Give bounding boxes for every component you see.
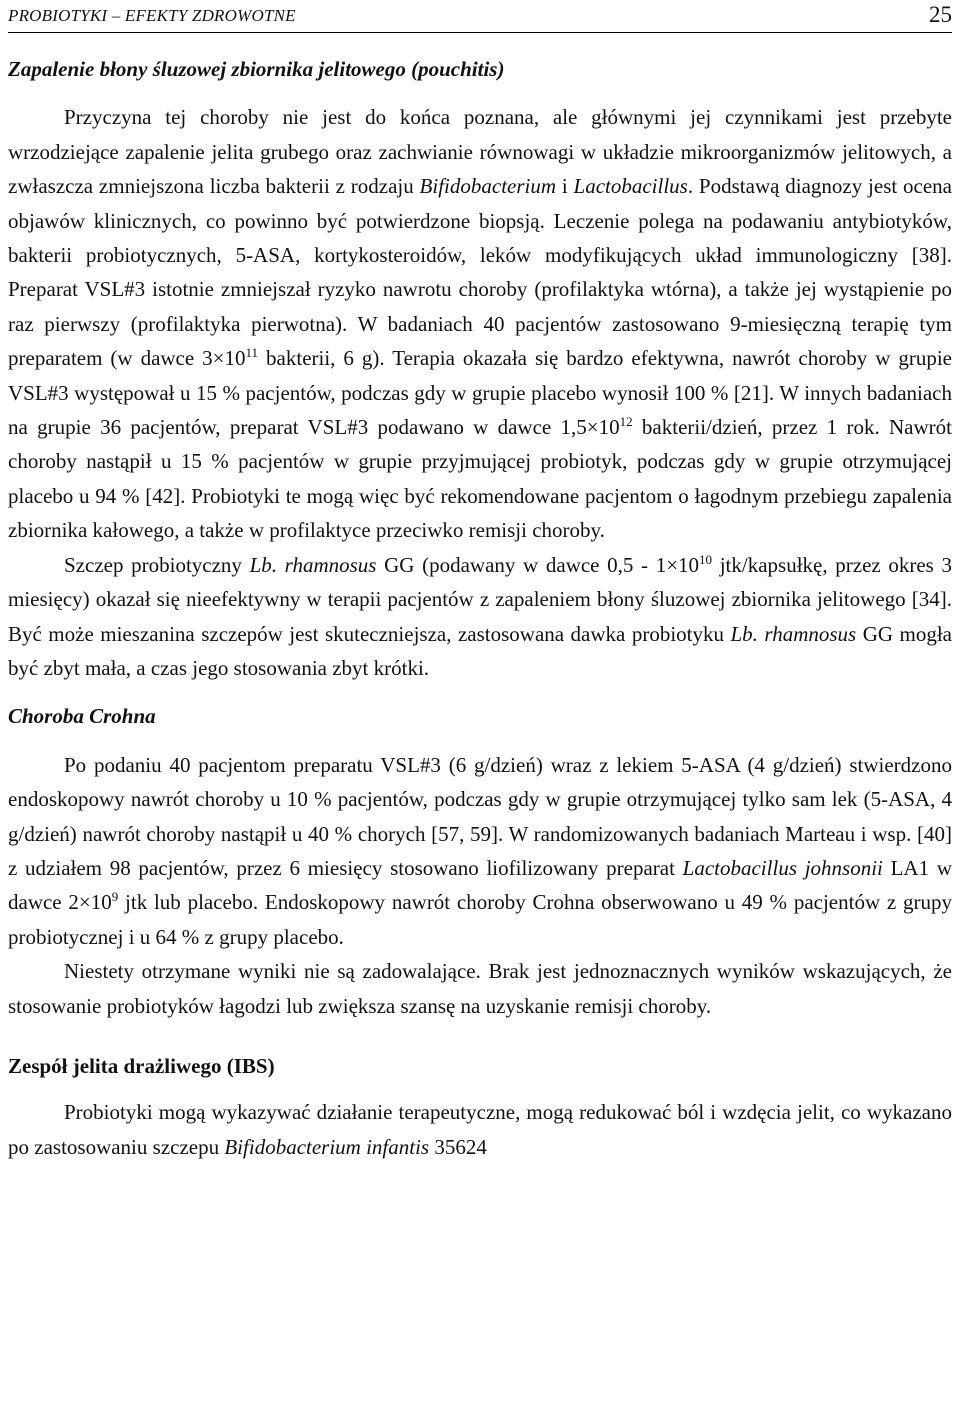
text-run: . Podstawą diagnozy jest ocena objawów klinicznych, co powinno być potwierdzone biopsją. Leczenie polega na podawaniu antybiotyków, bakterii probiotycznych, 5-ASA, kortykosteroidów, leków modyfikujących układ immunologiczny [38]. Preparat VSL#3 istotnie zmniejszał ryzyko nawrotu choroby (profilaktyka wtórna), a także jej wystąpienie po raz pierwszy (profilaktyka pierwotna). W badaniach 40 pacjentów zastosowano 9-miesięczną terapię tym preparatem (w dawce 3×10 [8,174,952,371]
text-run: Szczep probiotyczny [64,552,250,577]
exponent: 11 [245,345,259,361]
text-run: i [556,174,574,199]
text-run: jtk lub placebo. Endoskopowy nawrót choroby Crohna obserwowano u 49 % pacjentów z grupy probiotycznej i u 64 % z grupy placebo. [8,890,952,949]
section-heading-pouchitis: Zapalenie błony śluzowej zbiornika jelitowego (pouchitis) [8,57,505,81]
text-run: Probiotyki mogą wykazywać działanie terapeutyczne, mogą redukować ból i wzdęcia jelit, co wykazano po zastosowaniu szczepu [8,1100,952,1159]
text-run: GG (podawany w dawce 0,5 - 1×10 [376,552,700,577]
page-content [8,38,952,1164]
exponent: 9 [111,889,119,905]
running-head [8,0,952,33]
genus-name: Lactobacillus [573,174,688,199]
paragraph-crohn-2: Niestety otrzymane wyniki nie są zadowalające. Brak jest jednoznacznych wyników wskazujących, że stosowanie probiotyków łagodzi lub zwiększa szansę na uzyskanie remisji choroby. [8,959,952,1018]
species-name: Bifidobacterium infantis [224,1134,430,1159]
species-name: Lactobacillus johnsonii [682,855,883,880]
exponent: 12 [619,414,633,430]
page-number: 25 [929,2,952,27]
text-run: bakterii, 6 g). Terapia okazała się bardzo efektywna, nawrót choroby w grupie VSL#3 występował u 15 % pacjentów, podczas gdy w grupie placebo wynosił 100 % [21]. W innych badaniach na grupie 36 pacjentów, preparat VSL#3 podawano w dawce 1,5×10 [8,346,952,440]
genus-name: Bifidobacterium [419,174,557,199]
exponent: 10 [699,551,713,567]
section-heading-crohn: Choroba Crohna [8,704,156,729]
text-run: Po podaniu 40 pacjentom preparatu VSL#3 (6 g/dzień) wraz z lekiem 5-ASA (4 g/dzień) stwierdzono endoskopowy nawrót choroby u 10 % pacjentów, podczas gdy w grupie otrzymującej tylko sam lek (5-ASA, 4 g/dzień) nawrót choroby nastąpił u 40 % chorych [57, 59]. W randomizowanych badaniach Marteau i wsp. [40] z udziałem 98 pacjentów, przez 6 miesięcy stosowano liofilizowany preparat [8,752,952,880]
text-run: bakterii/dzień, przez 1 rok. Nawrót choroby nastąpił u 15 % pacjentów w grupie przyjmującej probiotyk, podczas gdy w grupie otrzymującej placebo u 94 % [42]. Probiotyki te mogą więc być rekomendowane pacjentom o łagodnym przebiegu zapalenia zbiornika kałowego, a także w profilaktyce przeciwko remisji choroby. [8,415,952,543]
running-head-title: PROBIOTYKI – EFEKTY ZDROWOTNE [8,6,296,25]
text-run: jtk/kapsułkę, przez okres 3 miesięcy) okazał się nieefektywny w terapii pacjentów z zapaleniem błony śluzowej zbiornika jelitowego [34]. Być może mieszanina szczepów jest skuteczniejsza, zastosowana dawka probiotyku [8,552,952,646]
paragraph-pouchitis-2 [8,548,952,686]
section-heading-ibs: Zespół jelita drażliwego (IBS) [8,1053,275,1078]
text-run: Przyczyna tej choroby nie jest do końca poznana, ale głównymi jej czynnikami jest przebyte wrzodziejące zapalenie jelita grubego oraz zachwianie równowagi w układzie mikroorganizmów jelitowych, a zwłaszcza zmniejszona liczba bakterii z rodzaju [8,105,952,199]
species-name: Lb. rhamnosus [730,621,857,646]
text-run: LA1 w dawce 2×10 [8,855,952,915]
paragraph-ibs-1 [8,1095,952,1164]
paragraph-crohn-1 [8,748,952,954]
text-run: GG mogła być zbyt mała, a czas jego stosowania zbyt krótki. [8,621,953,680]
species-name: Lb. rhamnosus [249,552,377,577]
text-run: 35624 [429,1134,487,1159]
paragraph-pouchitis-1 [8,100,952,547]
